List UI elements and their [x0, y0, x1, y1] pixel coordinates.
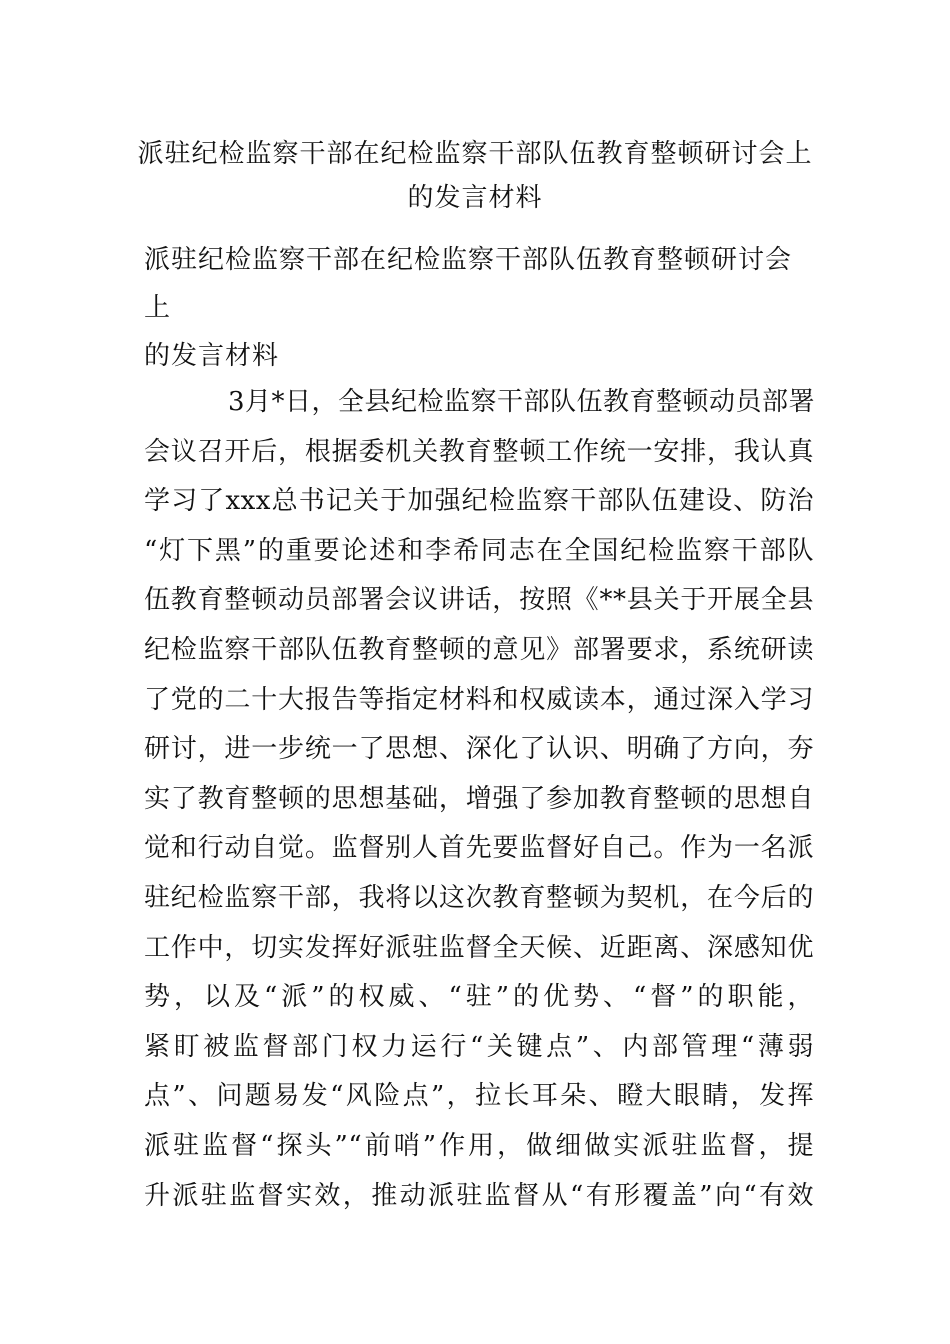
body-line: 伍教育整顿动员部署会议讲话，按照《**县关于开展全县 — [144, 585, 814, 616]
body-line: 点”、问题易发“风险点”，拉长耳朵、瞪大眼睛，发挥 — [144, 1081, 814, 1112]
title-centered-line-1: 派驻纪检监察干部在纪检监察干部队伍教育整顿研讨会上 — [137, 139, 813, 169]
body-line: 觉和行动自觉。监督别人首先要监督好自己。作为一名派 — [144, 833, 814, 864]
body-line: 驻纪检监察干部，我将以这次教育整顿为契机，在今后的 — [144, 882, 814, 913]
title-left-line-2: 的发言材料 — [144, 341, 280, 371]
body-line: 学习了xxx总书记关于加强纪检监察干部队伍建设、防治 — [144, 486, 814, 517]
body-line: 势，以及“派”的权威、“驻”的优势、“督”的职能， — [144, 982, 814, 1013]
body-line: 纪检监察干部队伍教育整顿的意见》部署要求，系统研读 — [144, 634, 814, 665]
body-line: 紧盯被监督部门权力运行“关键点”、内部管理“薄弱 — [144, 1031, 814, 1062]
document-title-centered — [120, 132, 830, 220]
body-line: 派驻监督“探头”“前哨”作用，做细做实派驻监督，提 — [144, 1130, 814, 1161]
document-title-left — [144, 236, 814, 380]
body-line: 了党的二十大报告等指定材料和权威读本，通过深入学习 — [144, 684, 814, 715]
body-line: 升派驻监督实效，推动派驻监督从“有形覆盖”向“有效 — [144, 1180, 814, 1211]
body-line: “灯下黑”的重要论述和李希同志在全国纪检监察干部队 — [144, 535, 814, 566]
body-line: 3月*日，全县纪检监察干部队伍教育整顿动员部署 — [228, 387, 816, 417]
title-centered-line-2: 的发言材料 — [407, 183, 543, 213]
title-left-line-1: 派驻纪检监察干部在纪检监察干部队伍教育整顿研讨会上 — [144, 245, 793, 323]
body-paragraph — [144, 378, 814, 1221]
body-line: 实了教育整顿的思想基础，增强了参加教育整顿的思想自 — [144, 783, 814, 814]
body-line: 研讨，进一步统一了思想、深化了认识、明确了方向，夯 — [144, 734, 814, 765]
body-line: 工作中，切实发挥好派驻监督全天候、近距离、深感知优 — [144, 932, 814, 963]
body-line: 会议召开后，根据委机关教育整顿工作统一安排，我认真 — [144, 436, 814, 467]
